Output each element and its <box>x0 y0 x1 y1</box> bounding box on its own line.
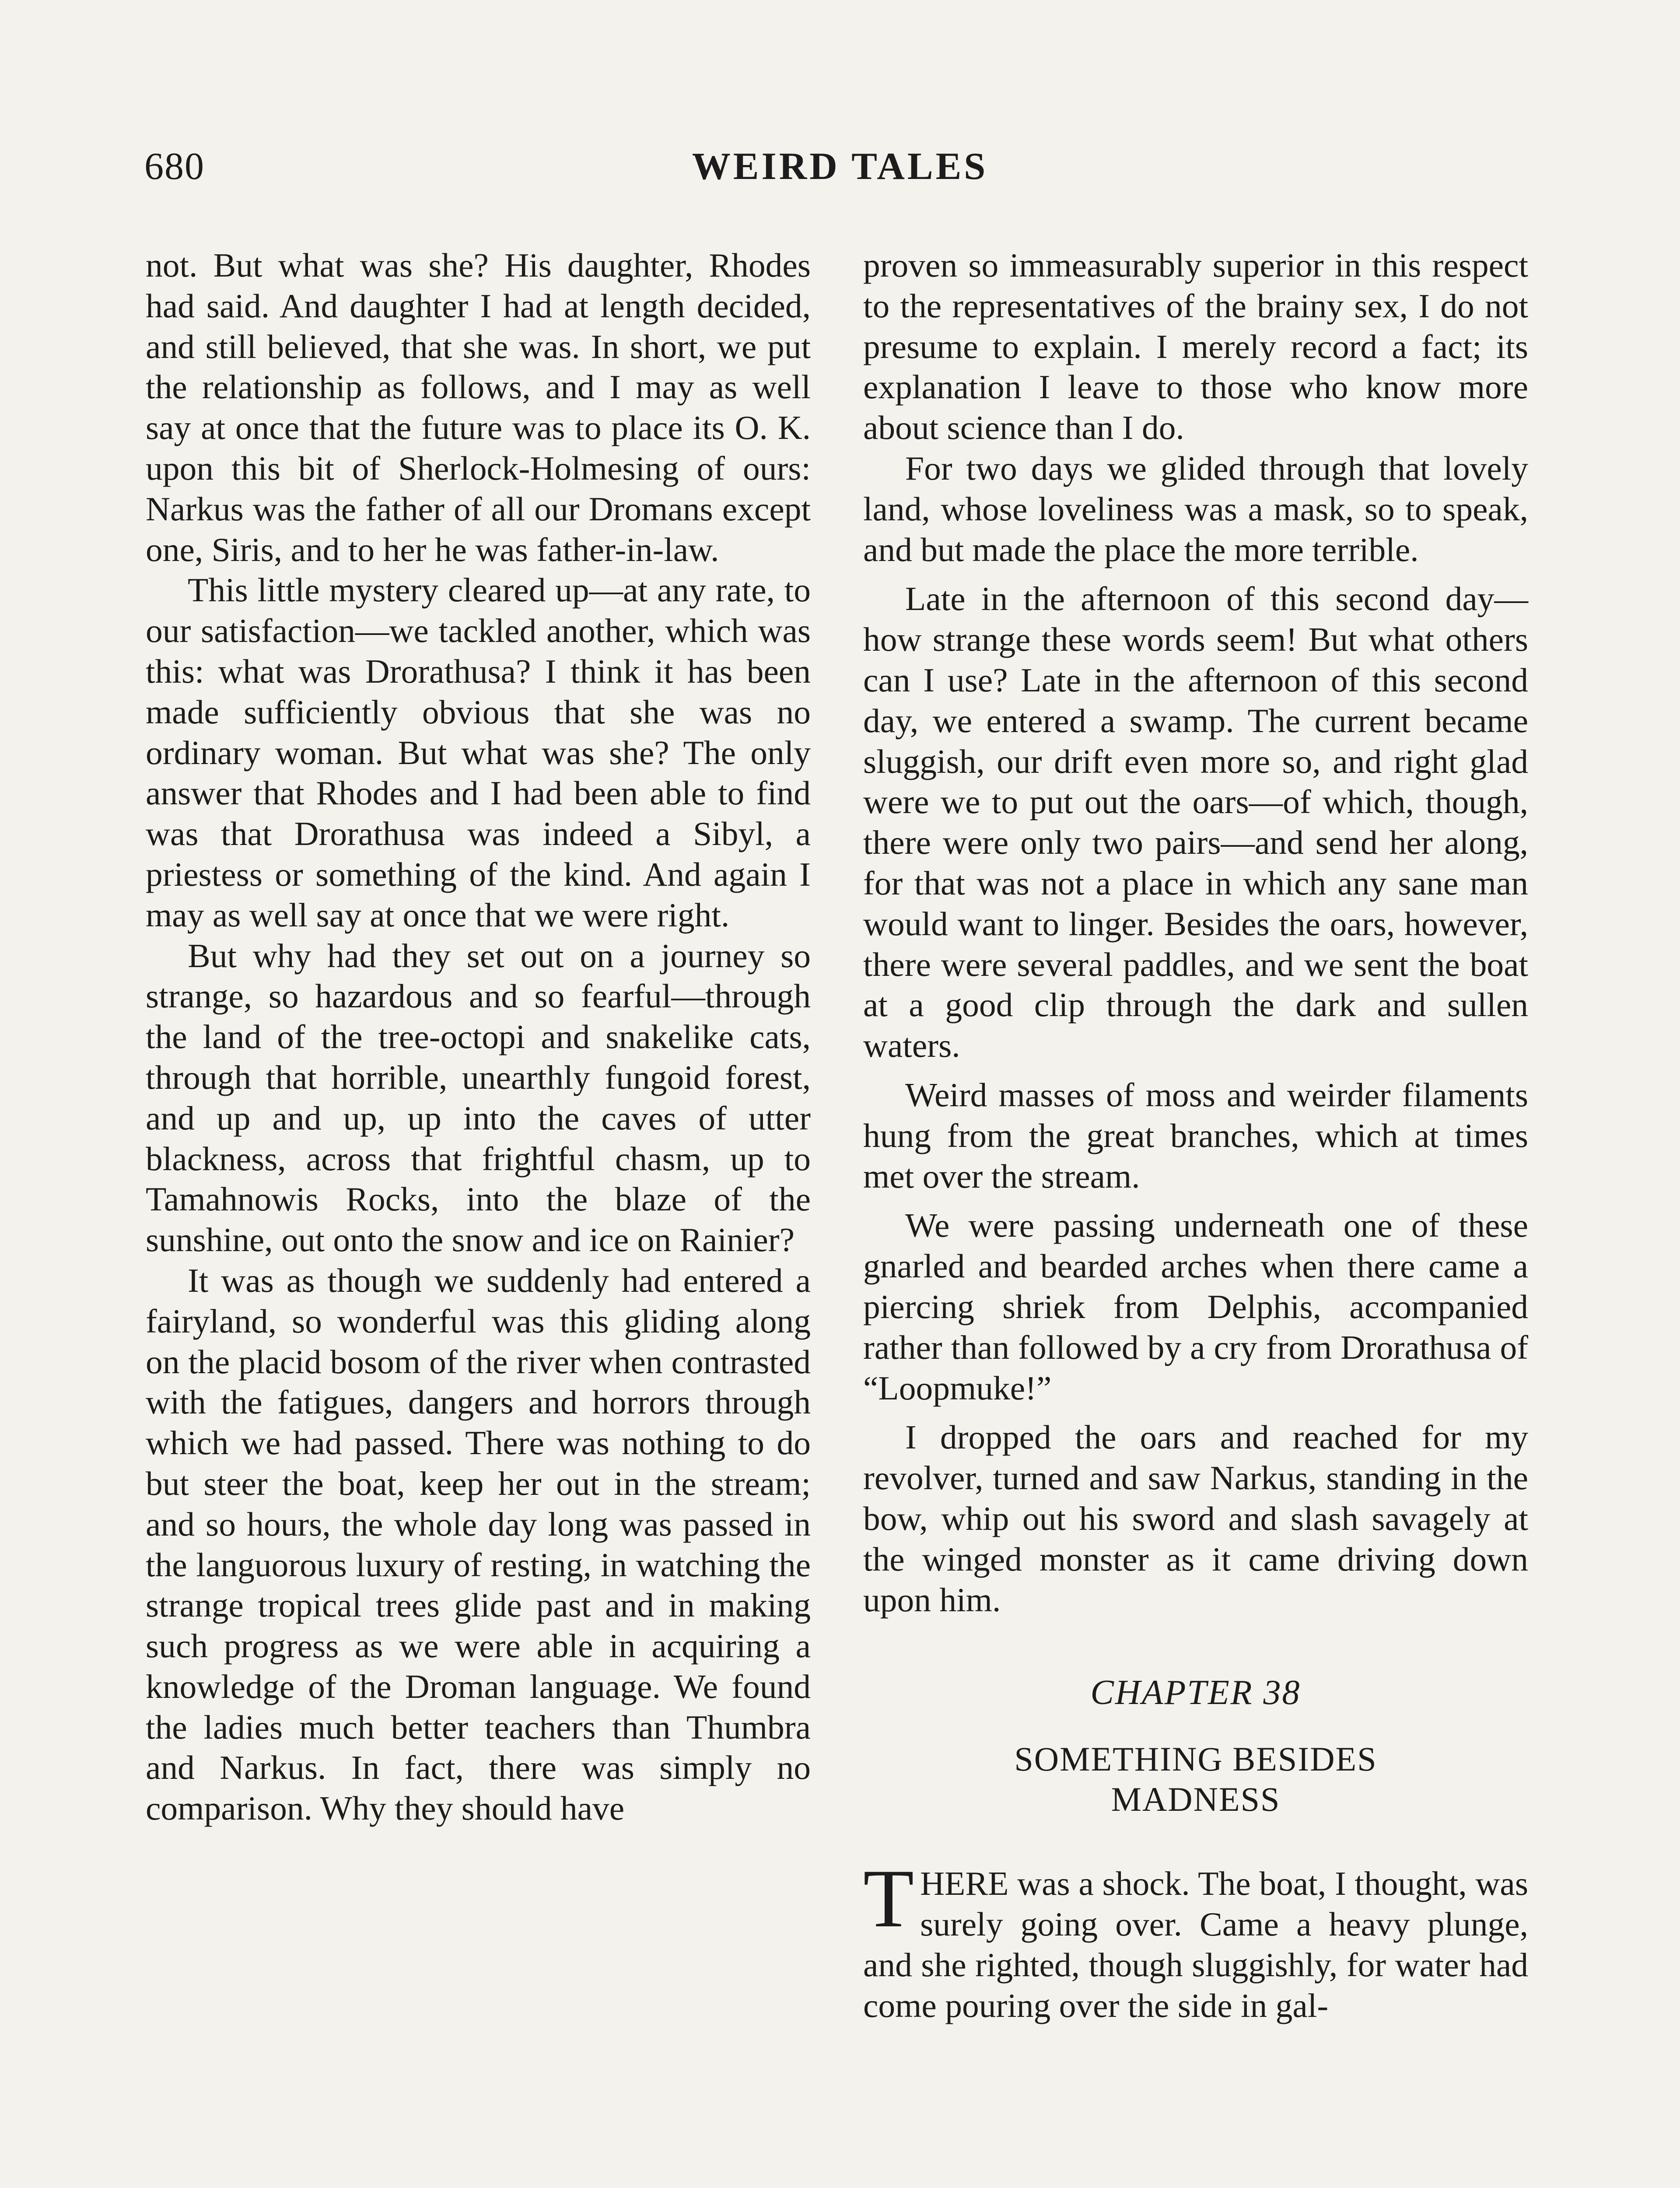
page-header <box>144 144 1536 193</box>
paragraph: But why had they set out on a journey so strange, so hazardous and so fearful—through the land of the tree-octopi and snakelike cats, through that horrible, unearthly fungoid forest, and up and up, up into the caves of utter blackness, across that frightful chasm, up to Tamahnowis Rocks, into the blaze of the sunshine, out onto the snow and ice on Rainier? <box>146 936 811 1259</box>
paragraph: proven so immeasurably superior in this respect to the representatives of the brainy sex, I do not presume to explain. I merely record a fact; its explanation I leave to those who know more about science than I do. <box>863 246 1528 447</box>
paragraph-text: was a shock. The boat, I thought, was surely going over. Came a heavy plunge, and she righted, though sluggishly, for water had come pouring over the side in gal- <box>863 1865 1528 2024</box>
paragraph: It was as though we suddenly had entered a fairyland, so wonderful was this gliding along on the placid bosom of the river when contrasted with the fatigues, dangers and horrors through which we had passed. There was nothing to do but steer the boat, keep her out in the stream; and so hours, the whole day long was passed in the languorous luxury of resting, in watching the strange tropical trees glide past and in making such progress as we were able in acquiring a knowledge of the Droman language. We found the ladies much better teachers than Thumbra and Narkus. In fact, there was simply no comparison. Why they should have <box>146 1261 811 1827</box>
running-title: WEIRD TALES <box>692 145 988 188</box>
paragraph: Late in the afternoon of this second day—how strange these words seem! But what others can I use? Late in the afternoon of this second day, we entered a swamp. The current became sluggish, our drift even more so, and right glad were we to put out the oars—of which, though, there were only two pairs—and send her along, for that was not a place in which any sane man would want to linger. Besides the oars, however, there were several paddles, and we sent the boat at a good clip through the dark and sullen waters. <box>863 580 1528 1065</box>
paragraph: For two days we glided through that lovely land, whose loveliness was a mask, so to speak, and but made the place the more terrible. <box>863 449 1528 568</box>
small-caps-lead: HERE <box>920 1865 1009 1903</box>
page-number: 680 <box>144 145 205 188</box>
paragraph: not. But what was she? His daughter, Rhodes had said. And daughter I had at length decided, and still believed, that she was. In short, we put the relationship as follows, and I may as well say at once that the future was to place its O. K. upon this bit of Sherlock-Holmesing of ours: Narkus was the father of all our Dromans except one, Siris, and to her he was father-in-law. <box>146 246 811 568</box>
paragraph: This little mystery cleared up—at any rate, to our satisfaction—we tackled another, which was this: what was Drorathusa? I think it has been made sufficiently obvious that she was no ordinary woman. But what was she? The only answer that Rhodes and I had been able to find was that Drorathusa was indeed a Sibyl, a priestess or something of the kind. And again I may as well say at once that we were right. <box>146 571 811 934</box>
chapter-title-line: MADNESS <box>1111 1780 1281 1819</box>
right-column <box>863 245 1528 2026</box>
paragraph: We were passing underneath one of these gnarled and bearded arches when there came a piercing shriek from Delphis, accompanied rather than followed by a cry from Drorathusa of “Loopmuke!” <box>863 1206 1528 1407</box>
chapter-opening-paragraph <box>863 1853 1528 2026</box>
chapter-title <box>863 1739 1528 1820</box>
paragraph: Weird masses of moss and weirder filaments hung from the great branches, which at times met over the stream. <box>863 1076 1528 1195</box>
paragraph: I dropped the oars and reached for my revolver, turned and saw Narkus, standing in the bow, whip out his sword and slash savagely at the winged monster as it came driving down upon him. <box>863 1418 1528 1619</box>
chapter-title-line: SOMETHING BESIDES <box>1014 1740 1377 1778</box>
left-column <box>146 245 811 1829</box>
chapter-number: CHAPTER 38 <box>1090 1673 1301 1712</box>
drop-cap: T <box>863 1853 914 1945</box>
